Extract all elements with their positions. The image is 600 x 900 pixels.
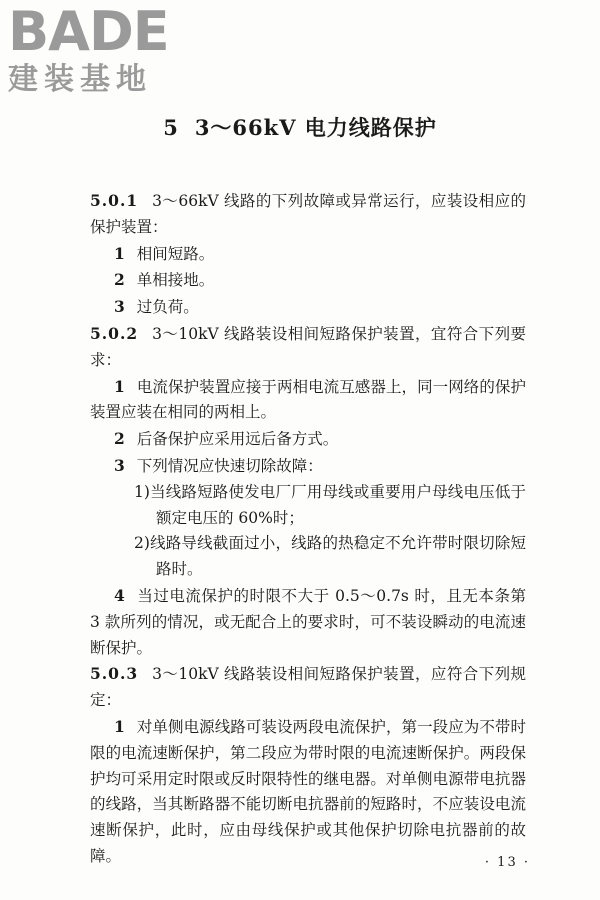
sub-item-text: 线路导线截面过小，线路的热稳定不允许带时限切除短路时。 <box>149 534 526 579</box>
clause-text: 3～66kV 线路的下列故障或异常运行，应装设相应的保护装置： <box>90 192 526 236</box>
list-item <box>90 294 526 321</box>
item-number: 1 <box>114 243 125 263</box>
sub-item <box>90 531 526 583</box>
clause-5-0-2 <box>90 321 526 374</box>
logo-word: BADE <box>8 0 169 63</box>
item-number: 2 <box>114 429 125 449</box>
logo <box>8 0 178 98</box>
item-text: 相间短路。 <box>136 244 215 263</box>
chapter-title-text: 3～66kV 电力线路保护 <box>194 115 437 140</box>
list-item <box>90 583 526 661</box>
clause-number: 5.0.2 <box>90 323 139 343</box>
item-text: 下列情况应快速切除故障： <box>136 456 323 475</box>
clause-number: 5.0.1 <box>90 191 139 210</box>
item-text: 过负荷。 <box>136 298 199 317</box>
list-item <box>90 374 526 427</box>
item-number: 3 <box>114 455 125 475</box>
clause-text: 3～10kV 线路装设相间短路保护装置，宜符合下列要求： <box>90 324 526 369</box>
list-item <box>90 714 526 870</box>
sub-item-number: 1) <box>134 482 150 501</box>
item-number: 3 <box>114 297 125 317</box>
sub-item-text: 当线路短路使发电厂厂用母线或重要用户母线电压低于额定电压的 60%时； <box>149 482 526 527</box>
list-item <box>90 453 526 480</box>
page-number: · 13 · <box>484 855 530 870</box>
list-item <box>90 426 526 453</box>
clause-text: 3～10kV 线路装设相间短路保护装置，应符合下列规定： <box>90 665 526 710</box>
item-number: 1 <box>114 376 125 396</box>
sub-item-number: 2) <box>134 534 150 553</box>
sub-item <box>90 480 526 532</box>
item-text: 单相接地。 <box>136 271 215 290</box>
clause-5-0-1 <box>90 188 526 241</box>
item-text: 电流保护装置应接于两相电流互感器上，同一网络的保护装置应装在相同的两相上。 <box>90 377 526 422</box>
document-body <box>90 188 526 870</box>
chapter-title <box>0 112 600 142</box>
item-text: 后备保护应采用远后备方式。 <box>136 430 339 449</box>
item-text: 对单侧电源线路可装设两段电流保护，第一段应为不带时限的电流速断保护，第二段应为带时限的电流速断保护。两段保护均可采用定时限或反时限特性的继电器。对单侧电源带电抗器的线路，当其断路器不能切断电抗器前的短路时，不应装设电流速断保护，此时，应由母线保护或其他保护切除电抗器前的故障。 <box>90 717 526 865</box>
item-number: 4 <box>114 585 125 605</box>
list-item <box>90 241 526 268</box>
item-number: 1 <box>114 716 125 736</box>
chapter-number: 5 <box>163 115 179 140</box>
clause-number: 5.0.3 <box>90 664 139 684</box>
list-item <box>90 267 526 294</box>
item-text: 当过电流保护的时限不大于 0.5～0.7s 时，且无本条第 3 款所列的情况，或无配合上的要求时，可不装设瞬动的电流速断保护。 <box>90 586 526 657</box>
item-number: 2 <box>114 270 125 290</box>
logo-subtitle: 建装基地 <box>8 62 152 97</box>
clause-5-0-3 <box>90 661 526 714</box>
